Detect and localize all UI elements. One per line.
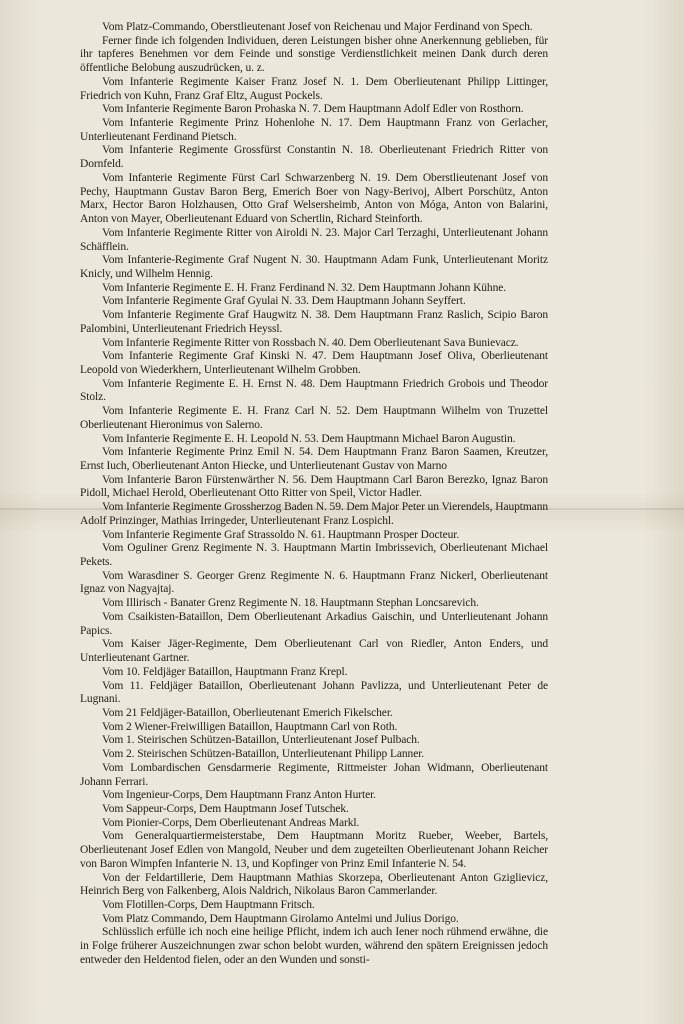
- paragraph: Vom 10. Feldjäger Bataillon, Hauptmann Franz Krepl.: [102, 665, 348, 678]
- paragraph: Vom 11. Feldjäger Bataillon, Oberlieutenant Johann Pavlizza, und Unterlieutenant Peter de Lugnani.: [80, 679, 548, 706]
- paragraph: Vom 21 Feldjäger-Bataillon, Oberlieutenant Emerich Fikelscher.: [102, 706, 393, 719]
- paragraph: Ferner finde ich folgenden Individuen, deren Leistungen bisher ohne Anerkennung geblieben, für ihr tapferes Benehmen vor dem Feinde und sonstige Verdienstlichkeit meinen Dank durch deren öffentliche Belobung auszudrücken, u. z.: [80, 34, 548, 75]
- paragraph: Vom Illirisch - Banater Grenz Regimente N. 18. Hauptmann Stephan Loncsarevich.: [102, 597, 479, 610]
- paragraph: Vom Infanterie Regimente Graf Kinski N. 47. Dem Hauptmann Josef Oliva, Oberlieutenant Leopold von Wiederkhern, Unterlieutenant Wilhelm Grobben.: [80, 350, 548, 376]
- paragraph: Vom Infanterie Regimente Graf Gyulai N. 33. Dem Hauptmann Johann Seyffert.: [102, 295, 466, 308]
- paragraph: Vom Sappeur-Corps, Dem Hauptmann Josef Tutschek.: [102, 802, 349, 815]
- paragraph: Vom Ingenieur-Corps, Dem Hauptmann Franz Anton Hurter.: [102, 789, 376, 802]
- paragraph: Vom Kaiser Jäger-Regimente, Dem Oberlieutenant Carl von Riedler, Anton Enders, und Unterlieutenant Gartner.: [80, 638, 548, 665]
- paragraph: Vom Infanterie Baron Fürstenwärther N. 56. Dem Hauptmann Carl Baron Berezko, Ignaz Baron Pidoll, Michael Herold, Oberlieutenant Otto Ritter von Speil, Victor Hadler.: [80, 473, 548, 500]
- paragraph: Vom Infanterie Regimente Graf Strassoldo N. 61. Hauptmann Prosper Docteur.: [102, 528, 460, 541]
- paragraph: Vom Infanterie Regimente E. H. Franz Carl N. 52. Dem Hauptmann Wilhelm von Truzettel Oberlieutenant Hieronimus von Salerno.: [80, 405, 548, 431]
- paragraph: Vom Infanterie Regimente Fürst Carl Schwarzenberg N. 19. Dem Oberstlieutenant Josef von Pechy, Hauptmann Gustav Baron Berg, Emerich Boer von Nagy-Berivoj, Albert Porschütz, Anton Marx, Hector Baron Holzhausen, Otto Graf Welsersheimb, Anton von Móga, Anton von Balarini, Anton von Mayer, Oberlieutenant Eduard von Schertlin, Richard Steinforth.: [80, 171, 548, 226]
- paragraph: Vom Infanterie Regimente Baron Prohaska N. 7. Dem Hauptmann Adolf Edler von Rosthorn.: [102, 103, 524, 116]
- paragraph: Vom Infanterie Regimente Grossfürst Constantin N. 18. Oberlieutenant Friedrich Ritter von Dornfeld.: [80, 144, 548, 171]
- paragraph: Vom Infanterie Regimente E. H. Leopold N. 53. Dem Hauptmann Michael Baron Augustin.: [102, 432, 516, 445]
- paragraph: Vom Pionier-Corps, Dem Oberlieutenant Andreas Markl.: [102, 816, 360, 829]
- paragraph: Vom 2. Steirischen Schützen-Bataillon, Unterlieutenant Philipp Lanner.: [102, 748, 425, 761]
- paragraph: Vom 2 Wiener-Freiwilligen Bataillon, Hauptmann Carl von Roth.: [102, 720, 398, 733]
- paragraph: Vom Infanterie Regimente Graf Haugwitz N. 38. Dem Hauptmann Franz Raslich, Scipio Baron Palombini, Unterlieutenant Friedrich Heyssl.: [80, 309, 548, 335]
- paragraph: Vom Platz Commando, Dem Hauptmann Girolamo Antelmi und Julius Dorigo.: [102, 912, 459, 925]
- document-body: [80, 21, 548, 968]
- paragraph: Vom Infanterie Regimente E. H. Ernst N. 48. Dem Hauptmann Friedrich Grobois und Theodor Stolz.: [80, 377, 548, 404]
- paragraph: Vom Infanterie Regimente E. H. Franz Ferdinand N. 32. Dem Hauptmann Johann Kühne.: [102, 281, 506, 294]
- paragraph: Schlüsslich erfülle ich noch eine heilige Pflicht, indem ich auch Iener noch rühmend erwähne, die in Folge früherer Auszeichnungen zwar schon belobt wurden, während den spätern Ereignissen jedoch entweder den Heldentod fielen, oder an den Wunden und sonsti-: [80, 926, 548, 966]
- paragraph: Vom Oguliner Grenz Regimente N. 3. Hauptmann Martin Imbrissevich, Oberlieutenant Michael Pekets.: [80, 542, 548, 569]
- paragraph: Vom Infanterie Regimente Prinz Hohenlohe N. 17. Dem Hauptmann Franz von Gerlacher, Unterlieutenant Ferdinand Pietsch.: [80, 117, 548, 143]
- paragraph: Vom Infanterie Regimente Prinz Emil N. 54. Dem Hauptmann Franz Baron Saamen, Kreutzer, Ernst Iuch, Oberlieutenant Anton Hiecke, und Unterlieutenant Gustav von Marno: [80, 446, 548, 472]
- paragraph: Vom Infanterie Regimente Grossherzog Baden N. 59. Dem Major Peter un Vierendels, Hauptmann Adolf Prinzinger, Mathias Irringeder, Unterlieutenant Franz Lospichl.: [80, 501, 548, 527]
- paragraph: Vom 1. Steirischen Schützen-Bataillon, Unterlieutenant Josef Pulbach.: [102, 734, 420, 747]
- paragraph: Vom Lombardischen Gensdarmerie Regimente, Rittmeister Johan Widmann, Oberlieutenant Johann Ferrari.: [80, 761, 548, 788]
- paragraph: Vom Infanterie Regimente Kaiser Franz Josef N. 1. Dem Oberlieutenant Philipp Littinger, Friedrich von Kuhn, Franz Graf Eltz, August Pockels.: [80, 75, 548, 102]
- paragraph: Vom Infanterie Regimente Ritter von Rossbach N. 40. Dem Oberlieutenant Sava Bunievacz.: [102, 336, 519, 349]
- paragraph: Vom Csaikisten-Bataillon, Dem Oberlieutenant Arkadius Gaischin, und Unterlieutenant Johann Papics.: [80, 610, 548, 637]
- paragraph: Von der Feldartillerie, Dem Hauptmann Mathias Skorzepa, Oberlieutenant Anton Gziglievicz, Heinrich Berg von Falkenberg, Alois Naldrich, Nikolaus Baron Cammerlander.: [80, 871, 548, 898]
- paragraph: Vom Platz-Commando, Oberstlieutenant Josef von Reichenau und Major Ferdinand von Spech.: [102, 21, 533, 33]
- paragraph: Vom Infanterie-Regimente Graf Nugent N. 30. Hauptmann Adam Funk, Unterlieutenant Moritz Knicly, und Wilhelm Hennig.: [80, 254, 548, 280]
- paragraph: Vom Infanterie Regimente Ritter von Airoldi N. 23. Major Carl Terzaghi, Unterlieutenant Johann Schäfflein.: [80, 226, 548, 253]
- paragraph: Vom Flotillen-Corps, Dem Hauptmann Fritsch.: [102, 899, 315, 911]
- paragraph: Vom Generalquartiermeisterstabe, Dem Hauptmann Moritz Rueber, Weeber, Bartels, Oberlieutenant Josef Edlen von Mangold, Neuber und dem zugeteilten Oberlieutenant Johann Reicher von Baron Wimpfen Infanterie N. 13, und Kopfinger von Prinz Emil Infanterie N. 54.: [80, 830, 548, 870]
- paragraph: Vom Warasdiner S. Georger Grenz Regimente N. 6. Hauptmann Franz Nickerl, Oberlieutenant Ignaz von Nagyajtaj.: [80, 569, 548, 596]
